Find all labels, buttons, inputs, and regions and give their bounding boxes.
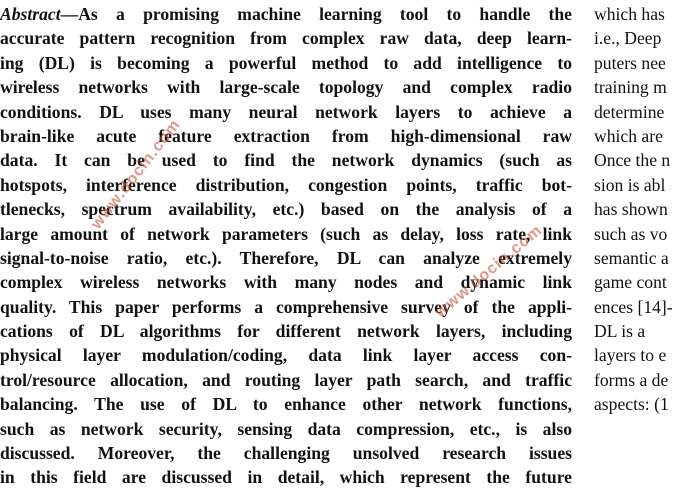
abstract-line: balancing. The use of DL to enhance other network functions,: [0, 394, 572, 415]
abstract-line: signal-to-noise ratio, etc.). Therefore, DL can analyze extremely: [0, 247, 572, 268]
abstract-line: in this field are discussed in detail, which represent the future: [0, 467, 572, 488]
intro-line: which are: [594, 125, 663, 146]
abstract-line: data. It can be used to find the network dynamics (such as: [0, 150, 572, 171]
abstract-line: ing (DL) is becoming a powerful method to add intelligence to: [0, 52, 572, 73]
abstract-line: hotspots, interference distribution, congestion points, traffic bot-: [0, 174, 572, 195]
abstract-line: large amount of network parameters (such as delay, loss rate, link: [0, 223, 572, 244]
abstract-line: complex wireless networks with many nodes and dynamic link: [0, 272, 572, 293]
abstract-line: discussed. Moreover, the challenging unsolved research issues: [0, 443, 572, 464]
intro-column-fragment: [594, 2, 692, 417]
abstract-line: cations of DL algorithms for different network layers, including: [0, 321, 572, 342]
intro-line: such as vo: [594, 223, 668, 244]
abstract-label: Abstract: [0, 4, 61, 24]
abstract-line: quality. This paper performs a comprehensive survey of the appli-: [0, 296, 572, 317]
intro-line: Once the n: [594, 150, 671, 171]
abstract-line: trol/resource allocation, and routing layer path search, and traffic: [0, 369, 572, 390]
intro-line: semantic a: [594, 247, 669, 268]
watermark: www.docin.com: [432, 221, 546, 322]
abstract-line: accurate pattern recognition from complex raw data, deep learn-: [0, 28, 572, 49]
intro-line: puters nee: [594, 52, 666, 73]
intro-line: has shown: [594, 199, 668, 220]
intro-line: layers to e: [594, 345, 667, 366]
intro-line: ences [14]-: [594, 296, 673, 317]
watermark: www.docin.com: [88, 116, 185, 233]
abstract-line: physical layer modulation/coding, data link layer access con-: [0, 345, 572, 366]
intro-line: game cont: [594, 272, 667, 293]
abstract-column: [0, 2, 572, 490]
intro-line: aspects: (1: [594, 394, 669, 415]
intro-line: training m: [594, 77, 667, 98]
intro-line: determine: [594, 101, 665, 122]
intro-line: sion is abl: [594, 174, 666, 195]
abstract-line: conditions. DL uses many neural network layers to achieve a: [0, 101, 572, 122]
abstract-line: such as network security, sensing data compression, etc., is also: [0, 418, 572, 439]
abstract-line: brain-like acute feature extraction from high-dimensional raw: [0, 125, 572, 146]
intro-line: forms a de: [594, 369, 669, 390]
abstract-line: tlenecks, spectrum availability, etc.) based on the analysis of a: [0, 199, 572, 220]
intro-line: i.e., Deep: [594, 28, 662, 49]
abstract-line: wireless networks with large-scale topology and complex radio: [0, 77, 572, 98]
intro-line: which has: [594, 4, 665, 24]
abstract-first-line: Abstract—As a promising machine learning tool to handle the: [0, 4, 572, 24]
intro-line: DL is a: [594, 321, 646, 342]
